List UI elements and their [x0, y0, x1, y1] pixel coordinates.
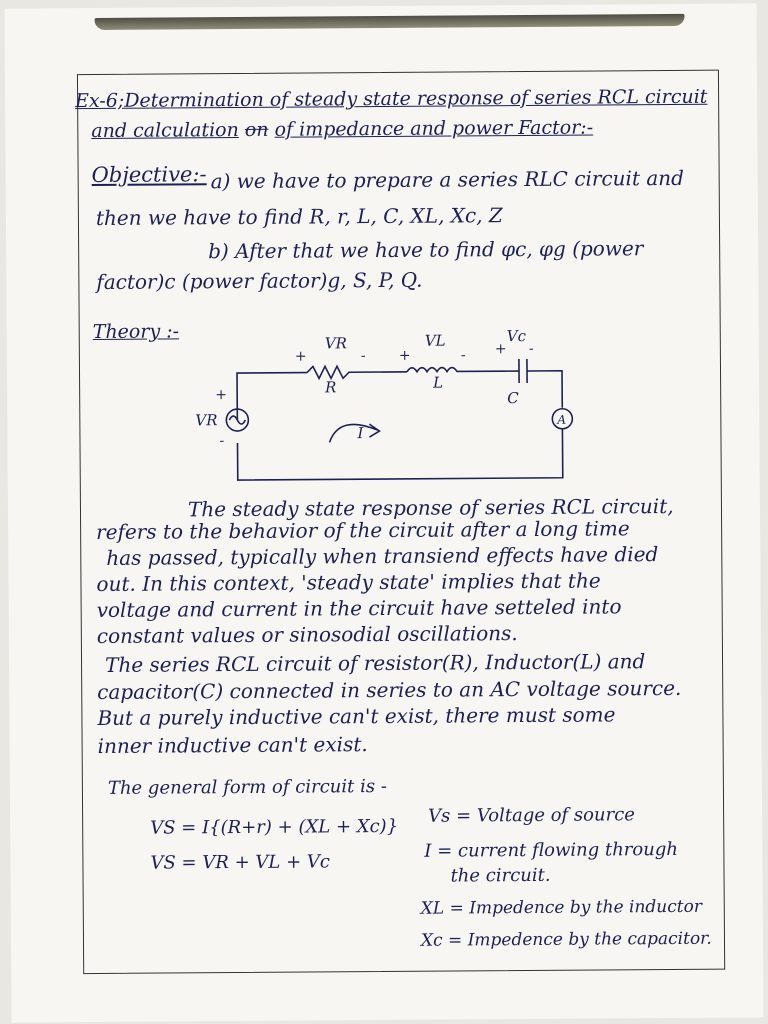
capacitor-label: C	[507, 389, 519, 408]
c-plus-sign: +	[494, 341, 507, 358]
vl-top-label: VL	[424, 331, 446, 350]
body-p2-line-4: inner inductive can't exist.	[97, 732, 368, 759]
source-plus-sign: +	[215, 387, 227, 404]
resistor-symbol	[307, 366, 407, 379]
source-minus-sign: -	[219, 433, 225, 450]
objective-b-line-2: factor)c (power factor)g, S, P, Q.	[96, 267, 423, 295]
body-p2-line-2: capacitor(C) connected in series to an AC voltage source.	[97, 675, 682, 705]
l-minus-sign: -	[460, 347, 466, 364]
inductor-symbol	[407, 367, 502, 372]
wire-top-right	[527, 371, 562, 408]
objective-a-line-1: a) we have to prepare a series RLC circuit and	[210, 165, 685, 194]
wire-top-left	[237, 373, 307, 420]
body-p1-line-5: voltage and current in the circuit have setteled into	[96, 594, 622, 623]
heading-line-2-strike: on	[244, 118, 269, 141]
resistor-label: R	[325, 378, 337, 397]
body-p2-line-1: The series RCL circuit of resistor(R), Inductor(L) and	[104, 649, 646, 677]
l-plus-sign: +	[398, 347, 411, 364]
body-p1-line-6: constant values or sinosodial oscillations.	[96, 621, 518, 649]
formula-eq-2: VS = VR + VL + Vc	[150, 851, 331, 874]
legend-i-line-1: I = current flowing through	[424, 838, 678, 862]
r-minus-sign: -	[360, 348, 366, 365]
heading-line-2-post: of impedance and power Factor:-	[274, 116, 594, 141]
notebook-page	[4, 3, 763, 1022]
objective-a-line-2: then we have to find R, r, L, C, XL, Xc, Z	[95, 203, 503, 231]
body-p1-line-2: refers to the behavior of the circuit after a long time	[96, 516, 630, 545]
c-minus-sign: -	[528, 340, 534, 357]
legend-vs: Vs = Voltage of source	[428, 804, 635, 827]
legend-xl: XL = Impedence by the inductor	[420, 896, 702, 919]
inductor-label: L	[433, 373, 444, 392]
source-label: VR	[195, 411, 218, 430]
body-p1-line-1: The steady state response of series RCL circuit,	[187, 493, 674, 522]
body-p2-line-3: But a purely inductive can't exist, there must some	[97, 702, 616, 731]
heading-line-2	[91, 117, 593, 143]
legend-i-line-2: the circuit.	[450, 864, 551, 887]
current-arrow-head	[369, 424, 379, 437]
page-shadow	[95, 14, 685, 30]
heading-line-2-pre: and calculation	[91, 119, 239, 143]
formula-eq-1: VS = I{(R+r) + (XL + Xc)}	[150, 815, 399, 839]
objective-label: Objective:-	[91, 162, 207, 188]
rlc-circuit-diagram	[7, 321, 768, 496]
current-label: I	[357, 424, 364, 443]
ammeter-label: A	[557, 412, 567, 427]
r-plus-sign: +	[294, 348, 307, 365]
current-arrow	[329, 424, 377, 442]
formula-intro: The general form of circuit is -	[107, 775, 387, 799]
heading-line-1: Ex-6;Determination of steady state response of series RCL circuit	[75, 85, 708, 113]
body-p1-line-4: out. In this context, 'steady state' implies that the	[96, 568, 601, 597]
legend-xc: Xc = Impedence by the capacitor.	[420, 928, 712, 951]
vc-top-label: Vc	[506, 327, 527, 346]
wire-bottom	[237, 429, 562, 480]
vr-top-label: VR	[324, 334, 348, 353]
objective-b-line-1: b) After that we have to find φc, φg (power	[208, 236, 644, 264]
theory-label: Theory :-	[92, 320, 180, 344]
body-p1-line-3: has passed, typically when transiend effects have died	[106, 542, 659, 570]
